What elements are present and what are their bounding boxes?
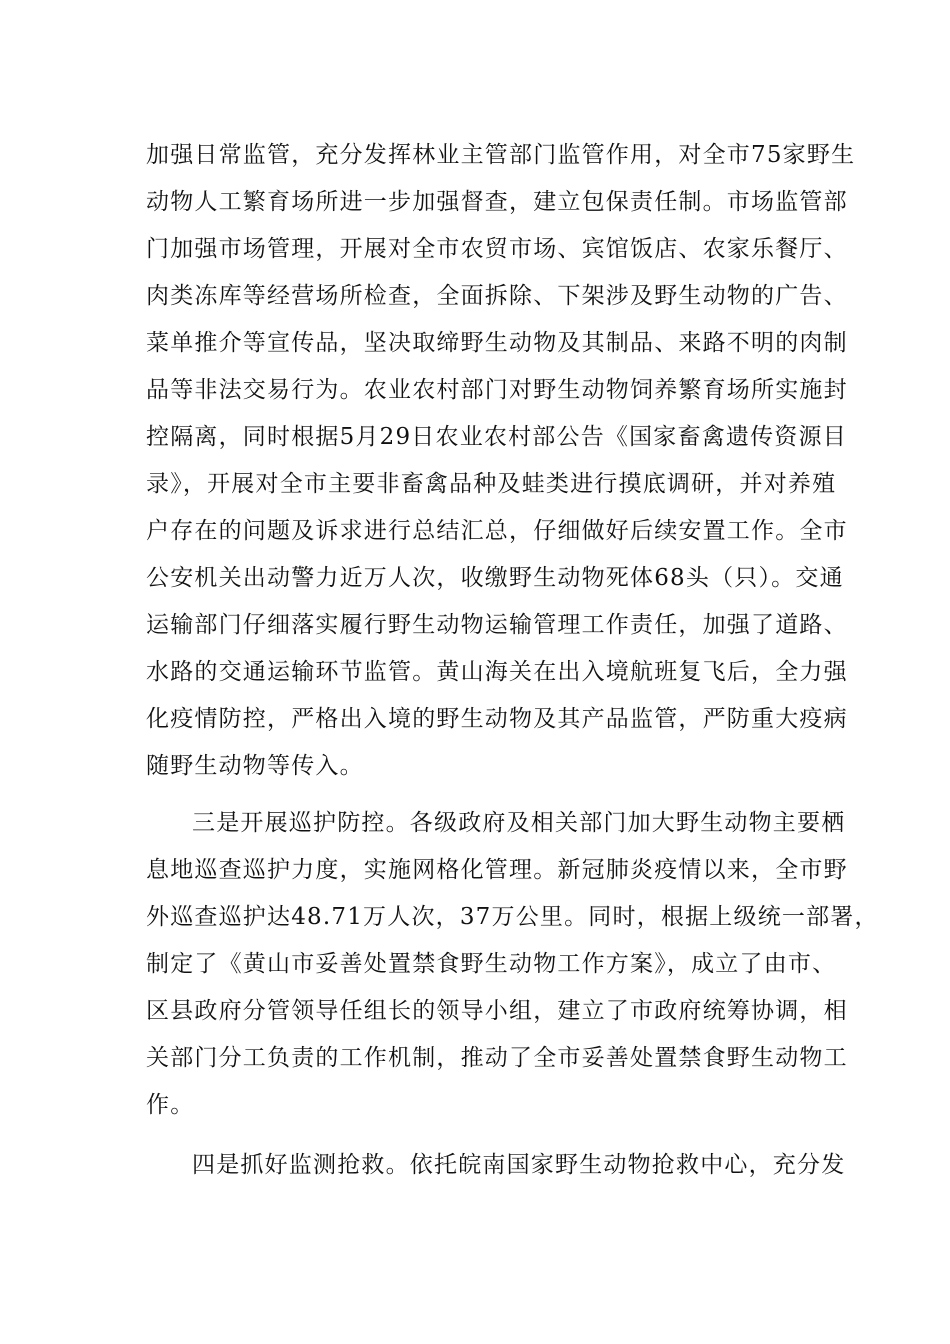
text-line: 外巡查巡护达48.71万人次，37万公里。同时，根据上级统一部署，	[146, 904, 879, 930]
text-line: 关部门分工负责的工作机制，推动了全市妥善处置禁食野生动物工	[146, 1045, 848, 1071]
text-line: 肉类冻库等经营场所检查，全面拆除、下架涉及野生动物的广告、	[146, 283, 848, 309]
text-line: 制定了《黄山市妥善处置禁食野生动物工作方案》，成立了由市、	[146, 951, 837, 977]
text-line: 作。	[146, 1092, 195, 1118]
text-line: 公安机关出动警力近万人次，收缴野生动物死体68头（只）。交通	[146, 565, 844, 591]
paragraph-first-line: 四是抓好监测抢救。依托皖南国家野生动物抢救中心，充分发	[192, 1152, 846, 1178]
text-line: 随野生动物等传入。	[146, 753, 364, 779]
text-line: 品等非法交易行为。农业农村部门对野生动物饲养繁育场所实施封	[146, 377, 848, 403]
text-line: 动物人工繁育场所进一步加强督查，建立包保责任制。市场监管部	[146, 189, 848, 215]
text-line: 菜单推介等宣传品，坚决取缔野生动物及其制品、来路不明的肉制	[146, 330, 848, 356]
text-line: 水路的交通运输环节监管。黄山海关在出入境航班复飞后，全力强	[146, 659, 848, 685]
text-line: 录》，开展对全市主要非畜禽品种及蛙类进行摸底调研，并对养殖	[146, 471, 837, 497]
text-line: 控隔离，同时根据5月29日农业农村部公告《国家畜禽遗传资源目	[146, 424, 847, 450]
text-line: 运输部门仔细落实履行野生动物运输管理工作责任，加强了道路、	[146, 612, 848, 638]
text-line: 区县政府分管领导任组长的领导小组，建立了市政府统筹协调，相	[146, 998, 848, 1024]
text-line: 户存在的问题及诉求进行总结汇总，仔细做好后续安置工作。全市	[146, 518, 848, 544]
text-line: 门加强市场管理，开展对全市农贸市场、宾馆饭店、农家乐餐厅、	[146, 236, 848, 262]
text-line: 化疫情防控，严格出入境的野生动物及其产品监管，严防重大疫病	[146, 706, 848, 732]
paragraph-first-line: 三是开展巡护防控。各级政府及相关部门加大野生动物主要栖	[192, 810, 846, 836]
text-line: 息地巡查巡护力度，实施网格化管理。新冠肺炎疫情以来，全市野	[146, 857, 848, 883]
text-line: 加强日常监管，充分发挥林业主管部门监管作用，对全市75家野生	[146, 142, 856, 168]
